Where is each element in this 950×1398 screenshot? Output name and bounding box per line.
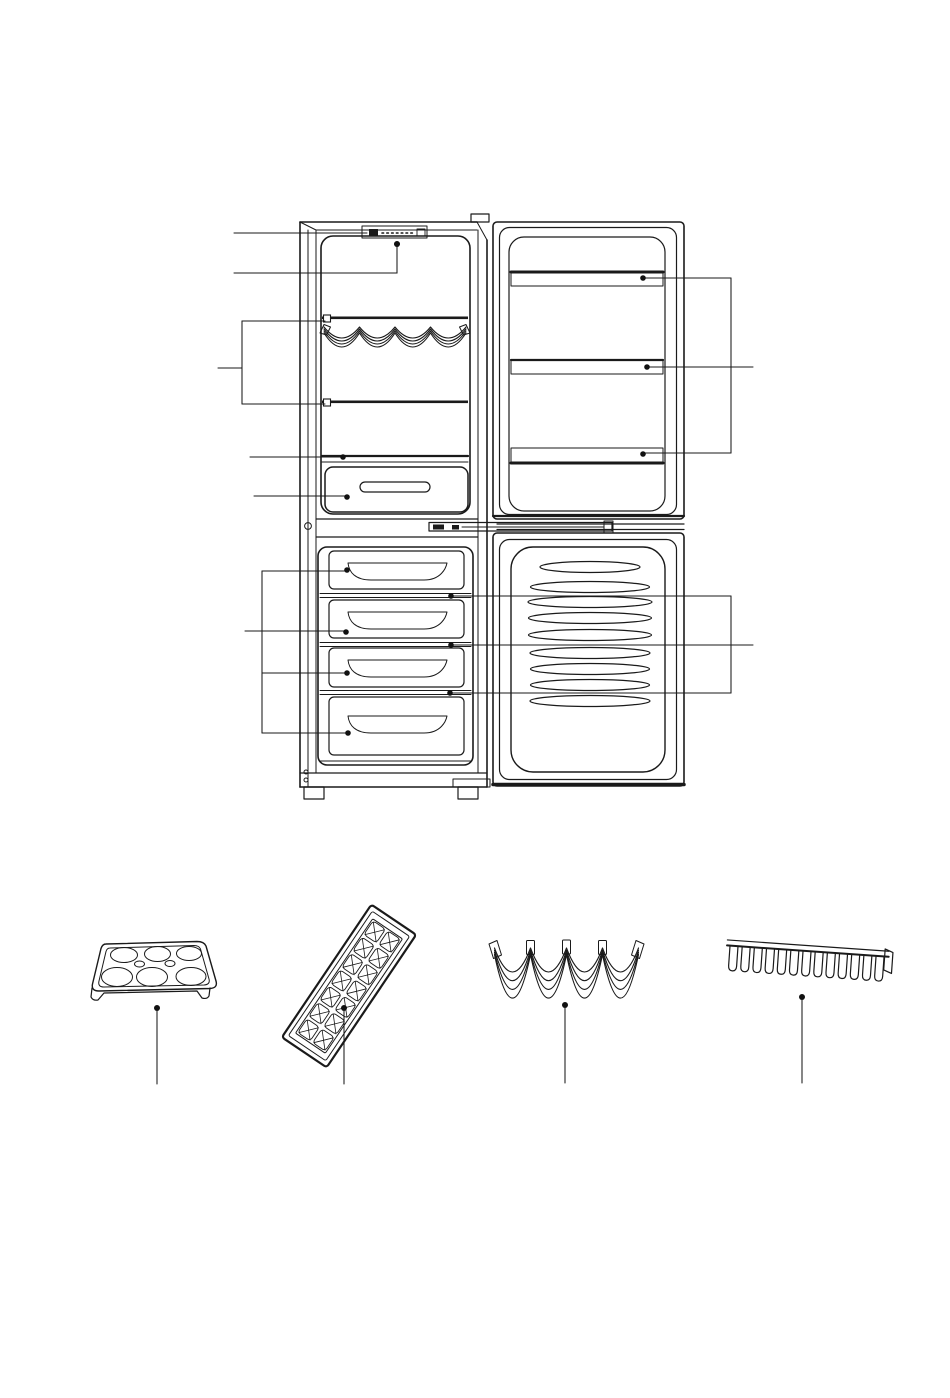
drawer-handle: [348, 612, 447, 629]
freezer-drawer-4: [329, 697, 464, 755]
shelf-marker-middle: [324, 399, 331, 406]
top-hinge-tab: [471, 214, 489, 222]
foot-left: [304, 787, 324, 799]
fridge-door-inner: [493, 222, 684, 519]
door-shelf-upper: [511, 272, 663, 286]
ice-cube-tray: [282, 905, 416, 1084]
freezer-door-ridges: [528, 562, 652, 707]
middle-hinge: [429, 521, 684, 533]
wine-rack-insert: [320, 325, 470, 348]
door-shelf-middle: [511, 360, 663, 374]
egg-tray: [91, 942, 216, 1085]
freezer-drawer-3: [329, 648, 464, 687]
drawer-handle: [348, 563, 447, 580]
wine-rack: [489, 940, 644, 1083]
crisper-handle: [360, 482, 430, 492]
foot-right: [458, 787, 478, 799]
freezer-compartment: [318, 547, 473, 765]
upper-shelf-with-wine-rack: [320, 315, 470, 347]
callout-lines: [218, 233, 753, 736]
fridge-interior: [320, 226, 470, 514]
fridge-liner: [321, 236, 470, 514]
comb-divider: [725, 938, 893, 1083]
drawer-handle: [348, 660, 447, 677]
callout-shelves-bracket: [218, 321, 325, 404]
crisper-drawer: [325, 467, 468, 512]
freezer-drawer-2: [329, 600, 464, 638]
door-shelf-lower: [511, 448, 663, 463]
freezer-door-inner: [493, 533, 684, 786]
callout-door-shelves-bracket: [640, 275, 753, 457]
middle-glass-shelf: [322, 399, 468, 406]
callout-freezer-drawers-bracket: [245, 567, 351, 736]
drawer-handle: [348, 716, 447, 733]
adjustable-feet: [304, 779, 490, 799]
